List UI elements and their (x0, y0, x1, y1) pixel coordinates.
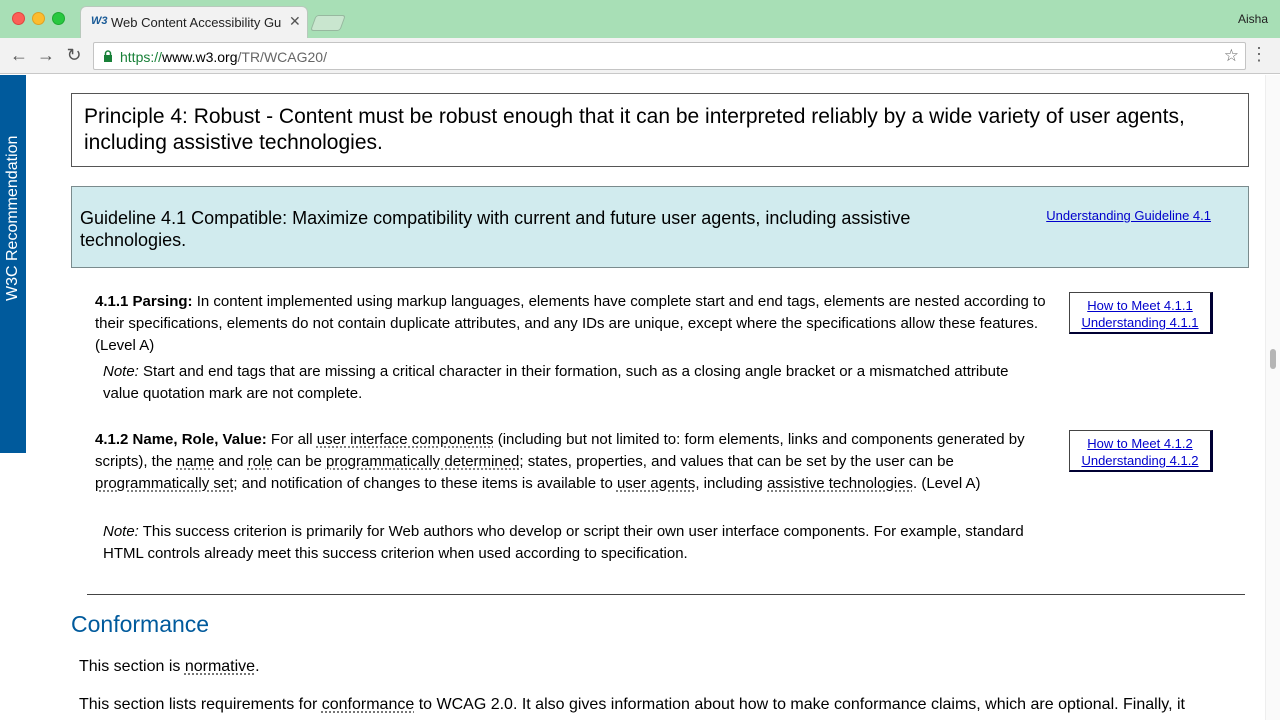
forward-arrow-icon[interactable]: → (37, 45, 55, 65)
w3c-flag-label: W3C Recommendation (4, 135, 21, 301)
sc-text: . (Level A) (912, 475, 981, 492)
conformance-link[interactable]: conformance (321, 696, 415, 713)
sc-text: For all (266, 431, 317, 448)
address-bar[interactable] (93, 42, 1246, 70)
guideline-4-1-box (71, 186, 1249, 268)
note-label: Note: (103, 523, 139, 540)
w3c-recommendation-flag[interactable] (0, 75, 26, 453)
w3c-favicon-icon: W3 (91, 15, 108, 27)
understanding-guideline-4-1-link[interactable]: Understanding Guideline 4.1 (1046, 208, 1211, 223)
tab-title: Web Content Accessibility Gu (111, 15, 282, 30)
para-text: to WCAG 2.0. It also gives information about how to make conformance claims, which are optional. Finally, it (414, 696, 1185, 713)
how-to-meet-4-1-2-link[interactable]: How to Meet 4.1.2 (1087, 436, 1193, 451)
note-text: This success criterion is primarily for Web authors who develop or script their own user interface components. For example, standard HTML controls already meet this success criterion when used according to specification. (103, 523, 1024, 562)
understanding-4-1-2-link[interactable]: Understanding 4.1.2 (1081, 453, 1199, 468)
reload-icon[interactable]: ↻ (66, 45, 82, 65)
lock-icon (103, 50, 113, 62)
browser-tab[interactable] (80, 6, 308, 38)
principle-4-box (71, 93, 1249, 167)
browser-menu-icon[interactable]: ⋮ (1250, 44, 1268, 64)
bookmark-star-icon[interactable]: ☆ (1223, 46, 1239, 65)
window-close-button[interactable] (12, 12, 25, 25)
sc-4-1-1-note (103, 361, 1043, 405)
sc-4-1-1 (95, 291, 1055, 357)
new-tab-button[interactable] (310, 15, 346, 31)
guideline-4-1-heading: Guideline 4.1 Compatible: Maximize compatibility with current and future user agents, including assistive technologies. (80, 208, 911, 250)
para-text: This section is (79, 658, 185, 675)
scrollbar-thumb[interactable] (1270, 349, 1276, 369)
url-text[interactable]: https://www.w3.org/TR/WCAG20/ (120, 49, 327, 65)
understanding-4-1-1-link[interactable]: Understanding 4.1.1 (1081, 315, 1199, 330)
note-label: Note: (103, 363, 139, 380)
sc-4-1-2-note (103, 521, 1043, 565)
normative-link[interactable]: normative (184, 658, 256, 675)
sc-4-1-1-heading: 4.1.1 Parsing: (95, 293, 193, 310)
sc-4-1-2-links (1069, 430, 1213, 472)
para-text: This section lists requirements for (79, 696, 322, 713)
tab-close-icon[interactable]: ✕ (289, 13, 301, 29)
sc-4-1-1-text: In content implemented using markup languages, elements have complete start and end tags, elements are nested according to their specifications, elements do not contain duplicate attributes, and any IDs are unique, except where the specifications allow these features. (Level A) (95, 293, 1046, 354)
note-text: Start and end tags that are missing a critical character in their formation, such as a closing angle bracket or a mismatched attribute value quotation mark are not complete. (103, 363, 1009, 402)
title-bar (0, 0, 1280, 38)
assistive-technologies-link[interactable]: assistive technologies (767, 475, 913, 492)
sc-text: (including but not limited to: form elements, links and components generated by scripts), the (95, 431, 1025, 470)
sc-text: can be (272, 453, 326, 470)
para-text: . (255, 658, 260, 675)
sc-text: ; and notification of changes to these items is available to (233, 475, 617, 492)
sc-4-1-2-heading: 4.1.2 Name, Role, Value: (95, 431, 267, 448)
name-link[interactable]: name (176, 453, 215, 470)
role-link[interactable]: role (247, 453, 273, 470)
user-agents-link[interactable]: user agents (616, 475, 696, 492)
programmatically-set-link[interactable]: programmatically set (95, 475, 234, 492)
how-to-meet-4-1-1-link[interactable]: How to Meet 4.1.1 (1087, 298, 1193, 313)
sc-text: , including (695, 475, 768, 492)
programmatically-determined-link[interactable]: programmatically determined (325, 453, 520, 470)
user-interface-components-link[interactable]: user interface components (316, 431, 494, 448)
sc-4-1-2 (95, 429, 1035, 495)
profile-name[interactable]: Aisha (1237, 12, 1268, 26)
sc-text: and (214, 453, 248, 470)
sc-4-1-1-links (1069, 292, 1213, 334)
page-content (0, 75, 1280, 720)
page-scrollbar[interactable] (1265, 75, 1280, 720)
conformance-heading: Conformance (71, 611, 210, 637)
window-minimize-button[interactable] (32, 12, 45, 25)
conformance-normative-paragraph (79, 656, 1229, 678)
principle-4-heading: Principle 4: Robust - Content must be robust enough that it can be interpreted reliably by a wide variety of user agents, including assistive technologies. (84, 105, 1185, 154)
back-arrow-icon[interactable]: ← (10, 45, 28, 65)
sc-text: ; states, properties, and values that can be set by the user can be (519, 453, 954, 470)
window-maximize-button[interactable] (52, 12, 65, 25)
conformance-intro-paragraph (79, 694, 1229, 716)
section-divider (87, 594, 1245, 595)
browser-toolbar (0, 38, 1280, 74)
